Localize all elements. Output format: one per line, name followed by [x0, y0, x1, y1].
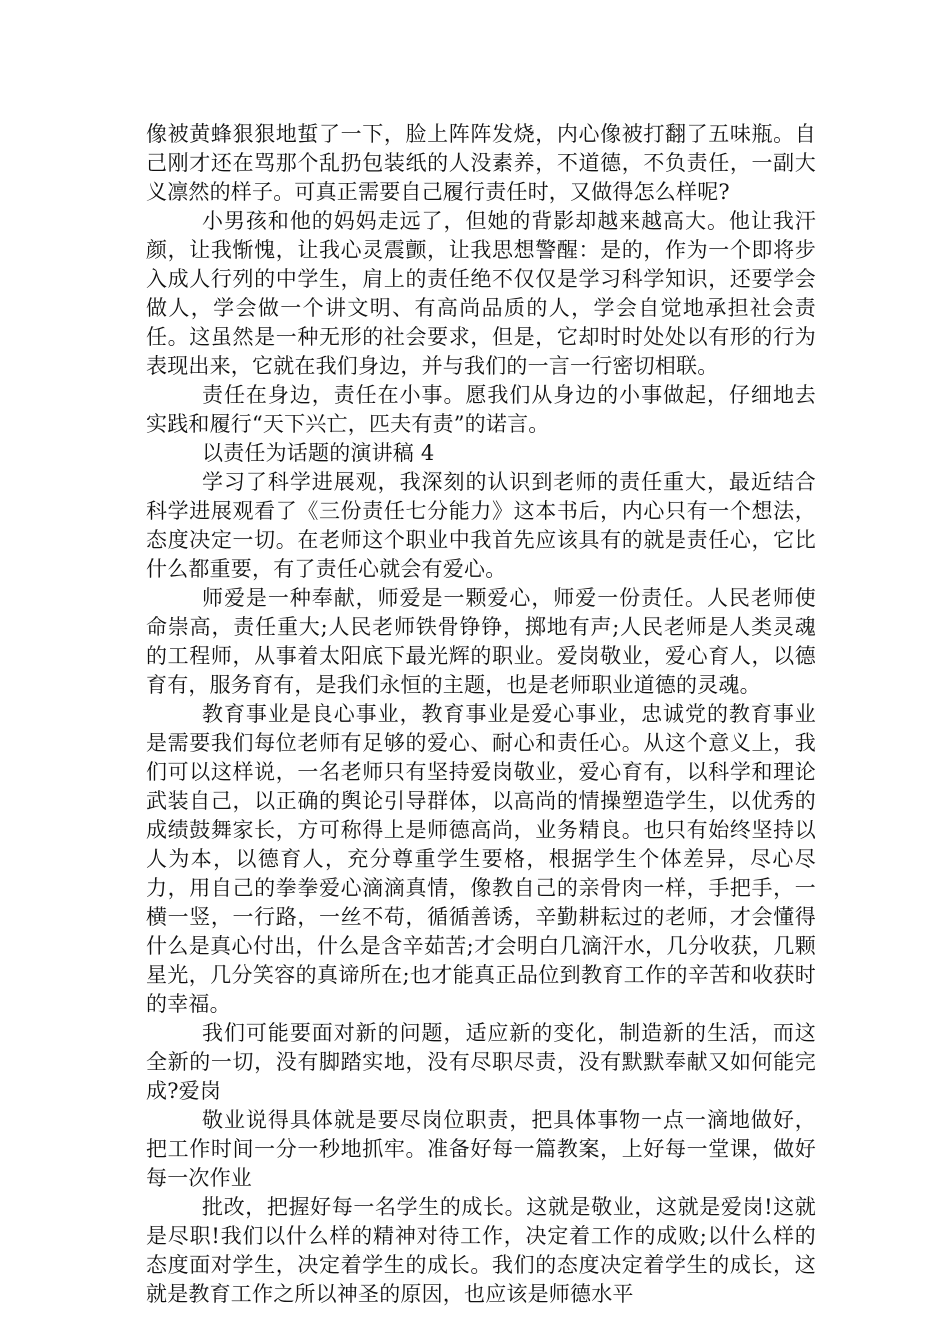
document-body — [146, 120, 816, 1309]
paragraph: 我们可能要面对新的问题，适应新的变化，制造新的生活，而这全新的一切，没有脚踏实地，没有尽职尽责，没有默默奉献又如何能完成?爱岗 — [146, 1021, 816, 1103]
paragraph: 批改，把握好每一名学生的成长。这就是敬业，这就是爱岗!这就是尽职!我们以什么样的精神对待工作，决定着工作的成败;以什么样的态度面对学生，决定着学生的成长。我们的态度决定着学生的成长，这就是教育工作之所以神圣的原因，也应该是师德水平 — [146, 1195, 816, 1306]
paragraph: 学习了科学进展观，我深刻的认识到老师的责任重大，最近结合科学进展观看了《三份责任七分能力》这本书后，内心只有一个想法，态度决定一切。在老师这个职业中我首先应该具有的就是责任心，它比什么都重要，有了责任心就会有爱心。 — [146, 470, 816, 581]
paragraph: 教育事业是良心事业，教育事业是爱心事业，忠诚党的教育事业是需要我们每位老师有足够的爱心、耐心和责任心。从这个意义上，我们可以这样说，一名老师只有坚持爱岗敬业，爱心育有，以科学和理论武装自己，以正确的舆论引导群体，以高尚的情操塑造学生，以优秀的成绩鼓舞家长，方可称得上是师德高尚，业务精良。也只有始终坚持以人为本，以德育人，充分尊重学生要格，根据学生个体差异，尽心尽力，用自己的拳拳爱心滴滴真情，像教自己的亲骨肉一样，手把手，一横一竖，一行路，一丝不苟，循循善诱，辛勤耕耘过的老师，才会懂得什么是真心付出，什么是含辛茹苦;才会明白几滴汗水，几分收获，几颗星光，几分笑容的真谛所在;也才能真正品位到教育工作的辛苦和收获时的幸福。 — [146, 702, 816, 1016]
paragraph: 师爱是一种奉献，师爱是一颗爱心，师爱一份责任。人民老师使命崇高，责任重大;人民老师铁骨铮铮，掷地有声;人民老师是人类灵魂的工程师，从事着太阳底下最光辉的职业。爱岗敬业，爱心育人，以德育有，服务育有，是我们永恒的主题，也是老师职业道德的灵魂。 — [146, 586, 816, 697]
paragraph: 责任在身边，责任在小事。愿我们从身边的小事做起，仔细地去实践和履行“天下兴亡，匹夫有责”的诺言。 — [146, 383, 816, 436]
paragraph: 敬业说得具体就是要尽岗位职责，把具体事物一点一滴地做好，把工作时间一分一秒地抓牢。准备好每一篇教案，上好每一堂课，做好每一次作业 — [146, 1108, 816, 1190]
section-heading: 以责任为话题的演讲稿 4 — [202, 441, 435, 465]
paragraph: 小男孩和他的妈妈走远了，但她的背影却越来越高大。他让我汗颜，让我惭愧，让我心灵震颤，让我思想警醒：是的，作为一个即将步入成人行列的中学生，肩上的责任绝不仅仅是学习科学知识，还要学会做人，学会做一个讲文明、有高尚品质的人，学会自觉地承担社会责任。这虽然是一种无形的社会要求，但是，它却时时处处以有形的行为表现出来，它就在我们身边，并与我们的一言一行密切相联。 — [146, 209, 816, 378]
paragraph: 像被黄蜂狠狠地蜇了一下，脸上阵阵发烧，内心像被打翻了五味瓶。自己刚才还在骂那个乱扔包装纸的人没素养，不道德，不负责任，一副大义凛然的样子。可真正需要自己履行责任时，又做得怎么样呢? — [146, 122, 816, 204]
